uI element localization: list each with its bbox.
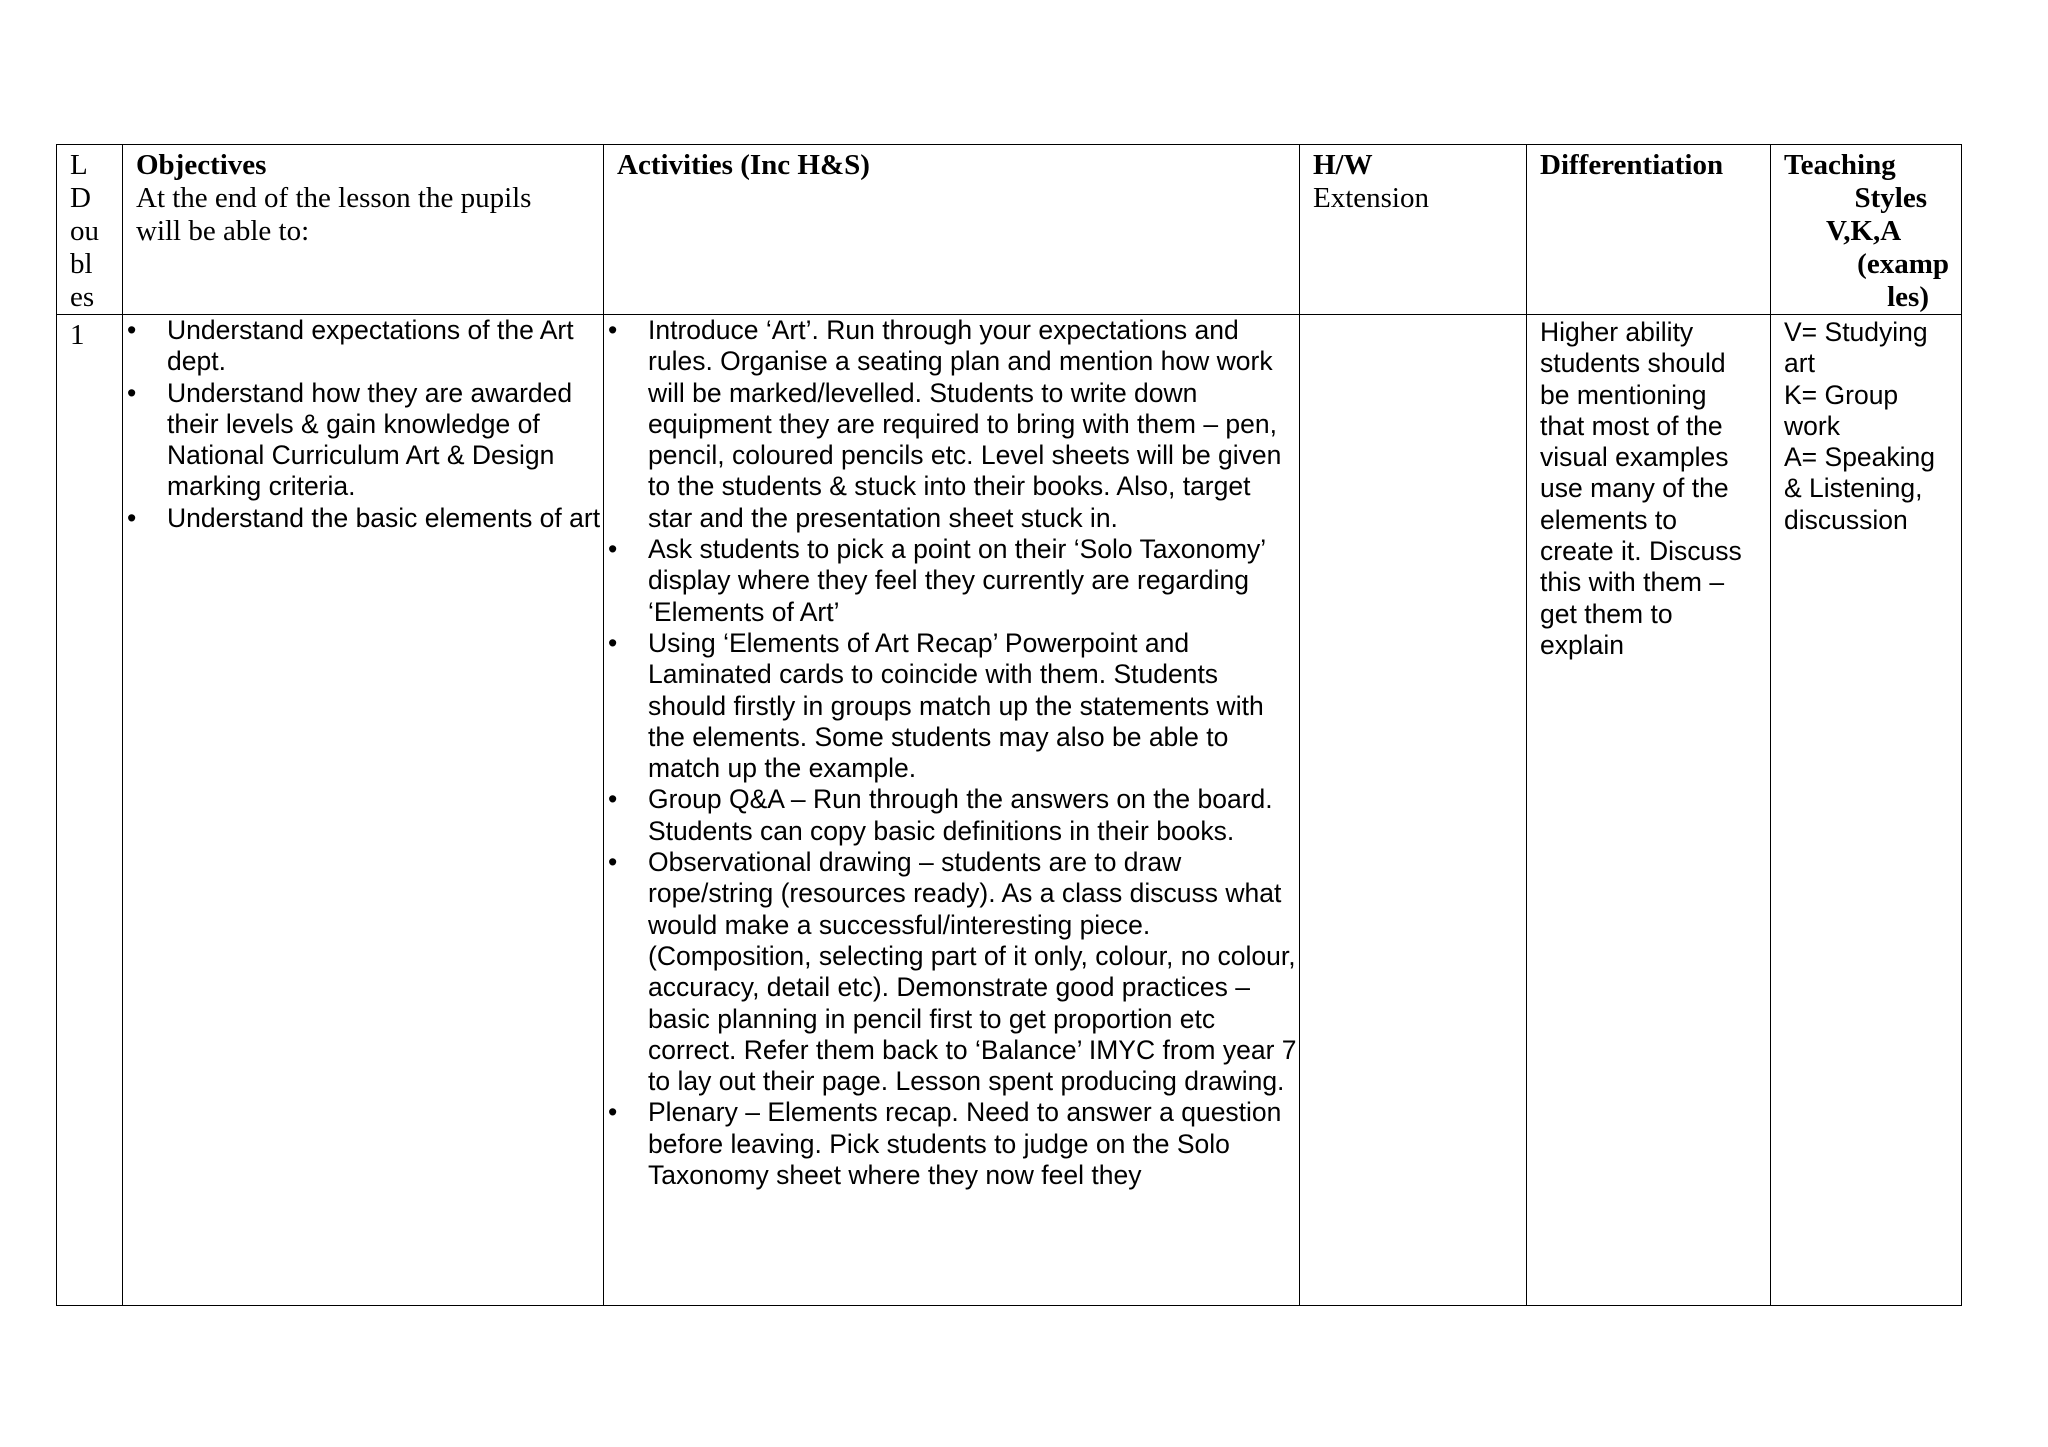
- activity-text: Using ‘Elements of Art Recap’ Powerpoint and Laminated cards to coincide with them. Students should firstly in groups match up the statements with the elements. Some students may also be able to match up the example.: [648, 627, 1264, 784]
- bullet-icon: •: [608, 847, 618, 878]
- activity-text: Ask students to pick a point on their ‘Solo Taxonomy’ display where they feel they currently are regarding ‘Elements of Art’: [648, 534, 1266, 627]
- bullet-icon: •: [608, 534, 618, 565]
- table-header-row: [57, 145, 1962, 315]
- activities-cell: [604, 315, 1300, 1306]
- bullet-icon: •: [127, 315, 137, 345]
- teaching-style-line: discussion: [1784, 504, 1908, 535]
- list-item: [123, 315, 603, 378]
- differentiation-line: this with them –: [1540, 567, 1725, 598]
- activity-text: Introduce ‘Art’. Run through your expectations and rules. Organise a seating plan and mention how work will be marked/levelled. Students to write down equipment they are required to bring with them – pen, pencil, coloured pencils etc. Level sheets will be given to the students & stuck into their books. Also, target star and the presentation sheet stuck in.: [648, 315, 1282, 533]
- l-doubles-line: es: [70, 281, 95, 313]
- l-doubles-line: L: [70, 149, 88, 181]
- differentiation-line: create it. Discuss: [1540, 536, 1742, 567]
- l-doubles-line: D: [70, 182, 91, 214]
- objectives-title: Objectives: [136, 149, 267, 181]
- header-activities: [604, 145, 1300, 315]
- differentiation-line: students should: [1540, 348, 1726, 379]
- objectives-list: [123, 315, 603, 534]
- objective-text: Understand expectations of the Art dept.: [167, 315, 574, 377]
- objectives-subtitle-line2: will be able to:: [136, 215, 310, 247]
- differentiation-line: explain: [1540, 629, 1624, 660]
- list-item: [123, 378, 603, 503]
- activities-list: [604, 315, 1299, 1191]
- differentiation-line: visual examples: [1540, 442, 1729, 473]
- list-item: [604, 628, 1299, 784]
- row-number: 1: [70, 319, 85, 351]
- homework-cell: [1300, 315, 1527, 1306]
- list-item: [604, 847, 1299, 1097]
- homework-title: H/W: [1313, 149, 1373, 181]
- bullet-icon: •: [608, 315, 618, 345]
- differentiation-cell: [1527, 315, 1771, 1306]
- teaching-style-line: K= Group: [1784, 379, 1899, 410]
- teaching-styles-line: (examp: [1857, 248, 1949, 280]
- l-doubles-line: ou: [70, 215, 99, 247]
- header-objectives: [123, 145, 604, 315]
- l-doubles-line: bl: [70, 248, 93, 280]
- teaching-style-line: work: [1784, 410, 1840, 441]
- differentiation-title: Differentiation: [1540, 149, 1724, 181]
- teaching-styles-line: Teaching: [1784, 149, 1896, 181]
- bullet-icon: •: [608, 627, 618, 658]
- row-number-cell: [57, 315, 123, 1306]
- teaching-styles-line: V,K,A: [1826, 215, 1902, 247]
- objectives-cell: [123, 315, 604, 1306]
- differentiation-line: elements to: [1540, 504, 1677, 535]
- bullet-icon: •: [127, 377, 137, 408]
- teaching-style-line: V= Studying: [1784, 317, 1928, 347]
- teaching-style-line: & Listening,: [1784, 473, 1923, 504]
- header-teaching-styles: [1771, 145, 1962, 315]
- bullet-icon: •: [127, 502, 137, 533]
- bullet-icon: •: [608, 784, 618, 815]
- teaching-style-line: art: [1784, 348, 1815, 379]
- differentiation-line: get them to: [1540, 598, 1673, 629]
- teaching-style-line: A= Speaking: [1784, 442, 1936, 473]
- activities-title: Activities (Inc H&S): [617, 149, 870, 181]
- differentiation-line: be mentioning: [1540, 379, 1707, 410]
- list-item: [604, 534, 1299, 628]
- list-item: [604, 315, 1299, 534]
- header-differentiation: [1527, 145, 1771, 315]
- homework-subtitle: Extension: [1313, 182, 1429, 214]
- differentiation-line: use many of the: [1540, 473, 1729, 504]
- activity-text: Observational drawing – students are to draw rope/string (resources ready). As a class discuss what would make a successful/interesting piece. (Composition, selecting part of it only, colour, no colour, accuracy, detail etc). Demonstrate good practices – basic planning in pencil first to get proportion etc correct. Refer them back to ‘Balance’ IMYC from year 7 to lay out their page. Lesson spent producing drawing.: [648, 847, 1297, 1097]
- list-item: [123, 503, 603, 534]
- activity-text: Group Q&A – Run through the answers on the board. Students can copy basic definitions in their books.: [648, 784, 1273, 846]
- teaching-styles-line: Styles: [1854, 182, 1927, 214]
- objective-text: Understand how they are awarded their levels & gain knowledge of National Curriculum Art & Design marking criteria.: [167, 377, 573, 502]
- list-item: [604, 784, 1299, 847]
- differentiation-line: that most of the: [1540, 410, 1723, 441]
- differentiation-line: Higher ability: [1540, 317, 1694, 347]
- header-l-doubles: [57, 145, 123, 315]
- activity-text: Plenary – Elements recap. Need to answer a question before leaving. Pick students to judge on the Solo Taxonomy sheet where they now feel they: [648, 1097, 1282, 1191]
- objective-text: Understand the basic elements of art: [167, 502, 601, 533]
- lesson-plan-table: [56, 144, 1962, 1306]
- list-item: [604, 1097, 1299, 1191]
- teaching-styles-line: les): [1887, 281, 1929, 313]
- header-homework: [1300, 145, 1527, 315]
- table-row: [57, 315, 1962, 1306]
- objectives-subtitle-line1: At the end of the lesson the pupils: [136, 182, 532, 214]
- bullet-icon: •: [608, 1097, 618, 1128]
- teaching-styles-cell: [1771, 315, 1962, 1306]
